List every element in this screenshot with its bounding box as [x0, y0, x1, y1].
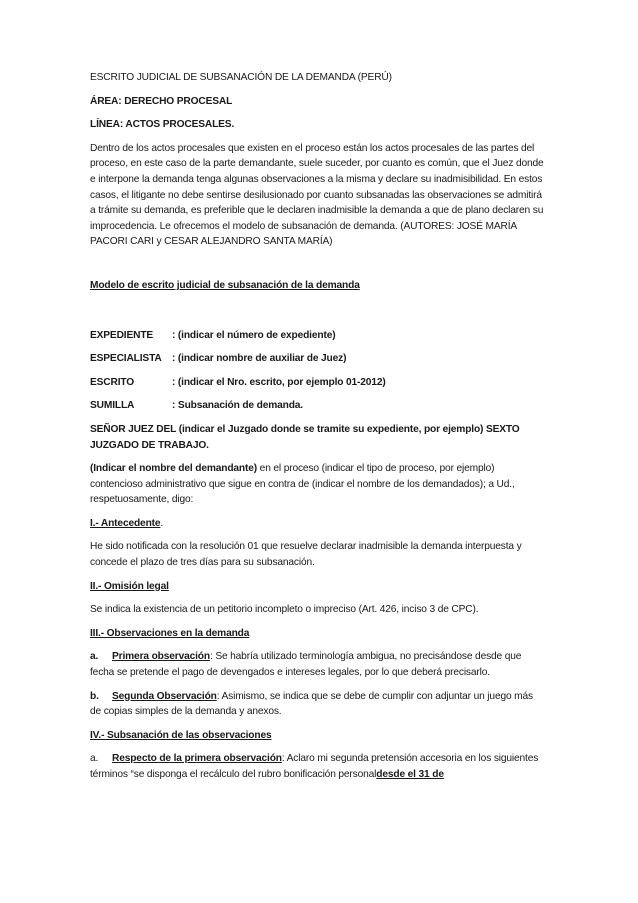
list-marker: a.: [90, 651, 99, 663]
section-2-title: II.- Omisión legal: [90, 580, 169, 592]
section-1-heading: [90, 516, 546, 532]
subsanacion-a-tail: desde el 31 de: [376, 769, 444, 780]
section-4-title: IV.- Subsanación de las observaciones: [90, 729, 272, 741]
field-value: : (indicar nombre de auxiliar de Juez): [172, 353, 347, 365]
field-especialista: [90, 351, 546, 367]
opening-plaintiff: (Indicar el nombre del demandante): [90, 463, 257, 475]
field-escrito: [90, 375, 546, 391]
intro-paragraph: Dentro de los actos procesales que existen en el proceso están los actos procesales de las partes del proceso, en este caso de la parte demandante, suele suceder, por cuanto es común, que el Juez donde e interpone la demanda tenga algunas observaciones a la misma y declare su inadmisibilidad. En estos casos, el litigante no debe sentirse desilusionado por cuanto subsanadas las observaciones se admitirá a trámite su demanda, es preferible que le declaren inadmisible la demanda a que de plano declaren su improcedencia. Le ofrecemos el modelo de subsanación de demanda. (AUTORES: JOSÉ MARÍA PACORI CARI y CESAR ALEJANDRO SANTA MARÍA): [90, 142, 544, 248]
field-label: EXPEDIENTE: [90, 329, 154, 341]
field-label: ESPECIALISTA: [90, 353, 162, 365]
observation-a-text: : Se habría utilizado terminología ambigua, no precisándose desde que fecha se pretende el pago de devengados e intereses legales, por lo que deberá precisarlo.: [90, 651, 522, 679]
observation-a-title: Primera observación: [112, 651, 210, 663]
observation-b-title: Segunda Observación: [112, 690, 217, 702]
model-heading: Modelo de escrito judicial de subsanación de la demanda: [90, 279, 360, 291]
document-page: [90, 70, 546, 791]
linea-line: LÍNEA: ACTOS PROCESALES.: [90, 119, 235, 131]
field-sumilla: [90, 398, 546, 414]
observation-a: [90, 649, 546, 680]
subsanacion-a-title: Respecto de la primera observación: [112, 753, 282, 765]
subsanacion-a-text: : Aclaro mi segunda pretensión accesoria en los siguientes términos “se disponga el recálculo del rubro bonificación personal: [90, 753, 539, 780]
section-1-text: He sido notificada con la resolución 01 que resuelve declarar inadmisible la demanda interpuesta y concede el plazo de tres días para su subsanación.: [90, 541, 522, 569]
field-expediente: [90, 328, 546, 344]
spacer: [90, 302, 546, 328]
observation-b: [90, 689, 546, 720]
section-1-dot: .: [160, 517, 164, 529]
field-value: : (indicar el número de expediente): [172, 329, 336, 341]
area-line: ÁREA: DERECHO PROCESAL: [90, 95, 233, 107]
field-label: ESCRITO: [90, 376, 135, 388]
field-label: SUMILLA: [90, 400, 135, 412]
spacer: [90, 258, 546, 278]
opening-text: en el proceso (indicar el tipo de proceso, por ejemplo) contencioso administrativo que sigue en contra de (indicar el nombre de los demandados); a Ud., respetuosamente, digo:: [90, 463, 515, 506]
section-2-text: Se indica la existencia de un petitorio incompleto o impreciso (Art. 426, inciso 3 de CPC).: [90, 604, 479, 616]
opening-paragraph: [90, 461, 546, 508]
field-value: : (indicar el Nro. escrito, por ejemplo 01-2012): [172, 376, 386, 388]
section-3-title: III.- Observaciones en la demanda: [90, 627, 250, 639]
addressee: SEÑOR JUEZ DEL (indicar el Juzgado donde se tramite su expediente, por ejemplo) SEXTO JUZGADO DE TRABAJO.: [90, 423, 520, 451]
field-value: : Subsanación de demanda.: [172, 400, 303, 412]
subsanacion-a: [90, 751, 546, 782]
section-1-title: I.- Antecedente: [90, 517, 161, 529]
list-marker: a.: [90, 753, 99, 765]
observation-b-text: : Asimismo, se indica que se debe de cumplir con adjuntar un juego más de copias simples de la demanda y anexos.: [90, 690, 533, 718]
list-marker: b.: [90, 690, 99, 702]
document-title: ESCRITO JUDICIAL DE SUBSANACIÓN DE LA DEMANDA (PERÚ): [90, 72, 392, 83]
